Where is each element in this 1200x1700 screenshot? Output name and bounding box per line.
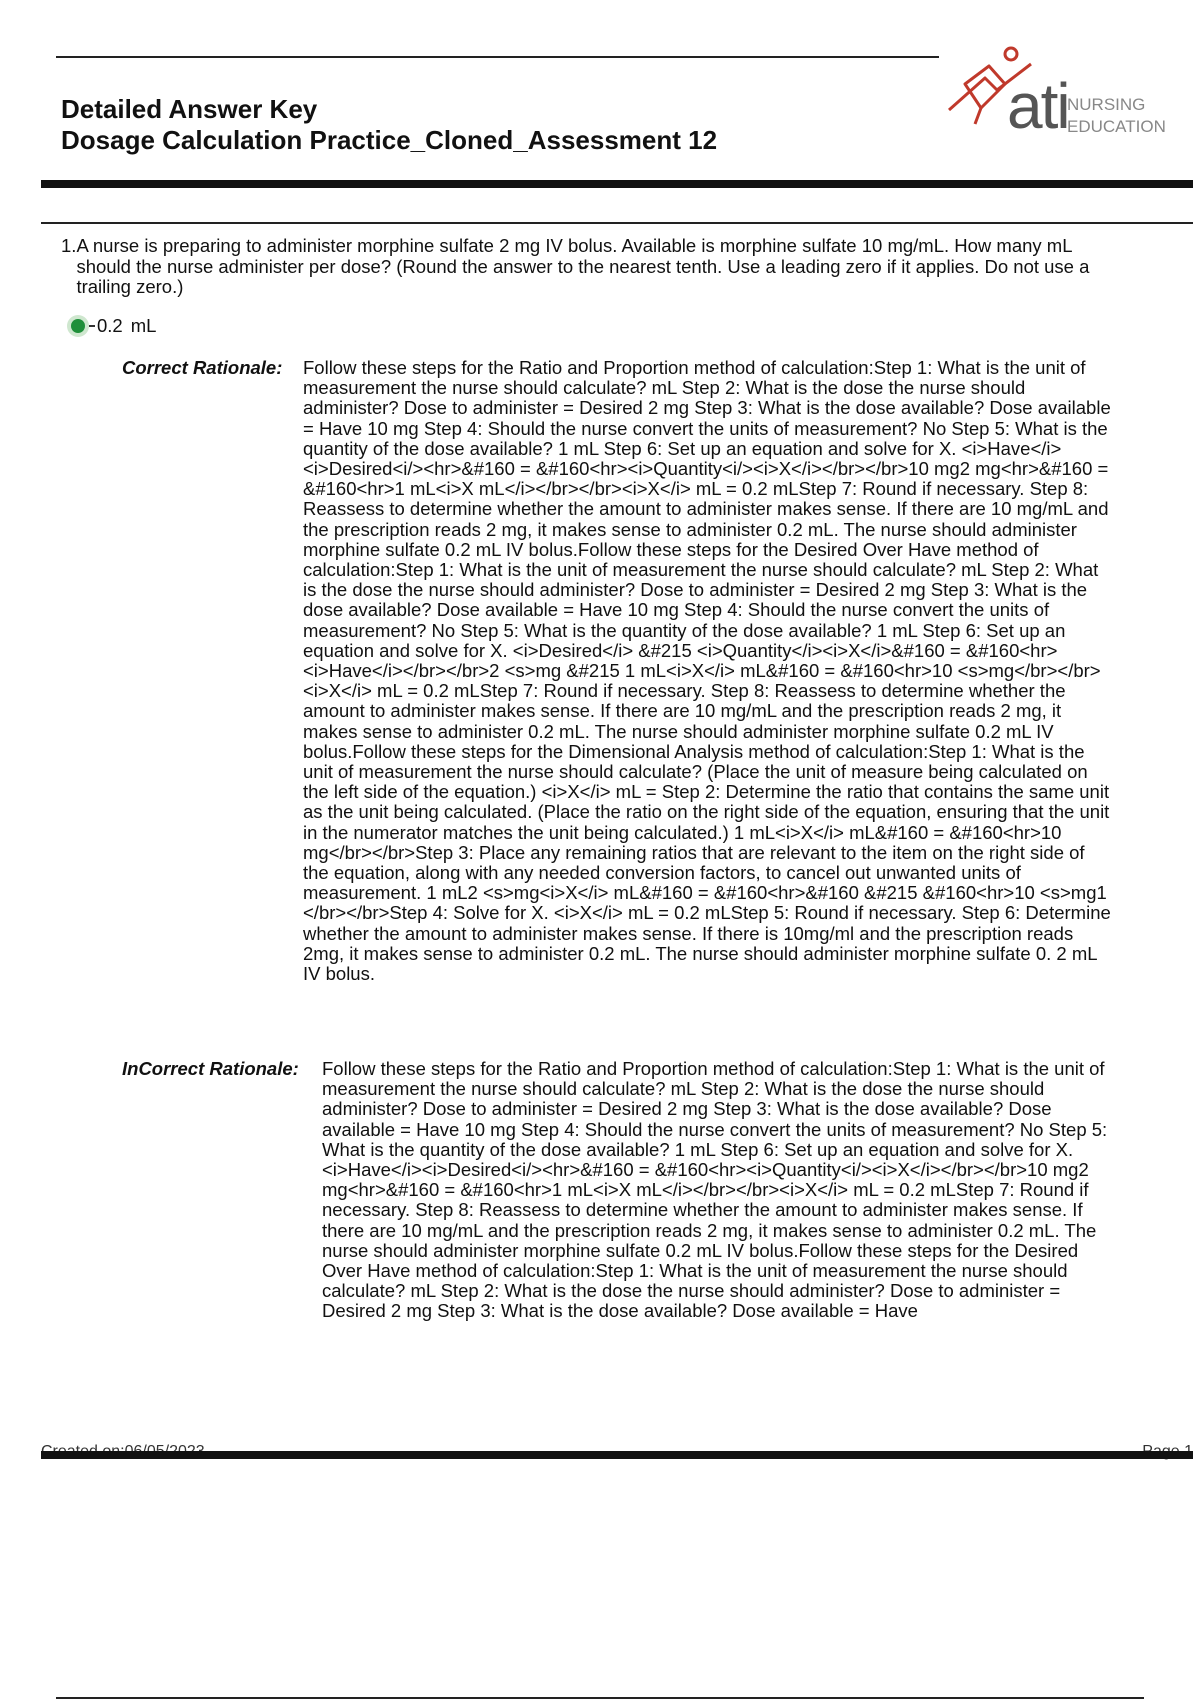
answer-connector: [89, 325, 95, 327]
title-line-2: Dosage Calculation Practice_Cloned_Assessment 12: [61, 125, 718, 155]
radio-dot-icon: [71, 319, 85, 333]
logo-wordmark: ati: [1007, 70, 1069, 142]
footer-text-clip: [41, 1443, 1193, 1451]
logo-tagline-line-1: NURSING: [1067, 95, 1146, 114]
logo-tagline: [1067, 94, 1166, 138]
logo-tagline-line-2: EDUCATION: [1067, 117, 1166, 136]
top-rule: [56, 56, 939, 58]
correct-rationale-label: Correct Rationale:: [122, 357, 283, 378]
footer-bar: [41, 1451, 1193, 1459]
section-rule: [41, 222, 1193, 224]
incorrect-rationale-label: InCorrect Rationale:: [122, 1058, 299, 1079]
bottom-rule: [56, 1697, 1144, 1699]
incorrect-rationale-text: Follow these steps for the Ratio and Proportion method of calculation:Step 1: What is the unit of measurement the nurse should calculate? mL Step 2: What is the dose the nurse should administer? Dose to administer = Desired 2 mg Step 3: What is the dose available? Dose available = Have 10 mg Step 4: Should the nurse convert the units of measurement? No Step 5: What is the quantity of the dose available? 1 mL Step 6: Set up an equation and solve for X. <i>Have</i><i>Desired<i/><hr>&#160 = &#160<hr><i>Quantity<i/><i>X</i></br></br>10 mg2 mg<hr>&#160 = &#160<hr>1 mL<i>X mL</i></br></br><i>X</i> mL = 0.2 mLStep 7: Round if necessary. Step 8: Reassess to determine whether the amount to administer makes sense. If there are 10 mg/mL and the prescription reads 2 mg, it makes sense to administer 0.2 mL. The nurse should administer morphine sulfate 0.2 mL IV bolus.Follow these steps for the Desired Over Have method of calculation:Step 1: What is the unit of measurement the nurse should calculate? mL Step 2: What is the dose the nurse should administer? Dose to administer = Desired 2 mg Step 3: What is the dose available? Dose available = Have: [322, 1058, 1108, 1322]
ati-logo: [945, 44, 1165, 154]
answer-value: 0.2: [97, 315, 123, 336]
answer-unit: mL: [130, 315, 157, 336]
question-text: A nurse is preparing to administer morphine sulfate 2 mg IV bolus. Available is morphine sulfate 10 mg/mL. How many mL should the nurse administer per dose? (Round the answer to the nearest tenth. Use a leading zero if it applies. Do not use a trailing zero.): [76, 235, 1090, 297]
header-bar: [41, 180, 1193, 188]
question-number: 1.: [61, 235, 77, 256]
title-line-1: Detailed Answer Key: [61, 94, 318, 124]
document-title: [61, 94, 717, 156]
correct-rationale-text: Follow these steps for the Ratio and Proportion method of calculation:Step 1: What is the unit of measurement the nurse should calculate? mL Step 2: What is the dose the nurse should administer? Dose to administer = Desired 2 mg Step 3: What is the dose available? Dose available = Have 10 mg Step 4: Should the nurse convert the units of measurement? No Step 5: What is the quantity of the dose available? 1 mL Step 6: Set up an equation and solve for X. <i>Have</i><i>Desired<i/><hr>&#160 = &#160<hr><i>Quantity<i/><i>X</i></br></br>10 mg2 mg<hr>&#160 = &#160<hr>1 mL<i>X mL</i></br></br><i>X</i> mL = 0.2 mLStep 7: Round if necessary. Step 8: Reassess to determine whether the amount to administer makes sense. If there are 10 mg/mL and the prescription reads 2 mg, it makes sense to administer 0.2 mL. The nurse should administer morphine sulfate 0.2 mL IV bolus.Follow these steps for the Desired Over Have method of calculation:Step 1: What is the unit of measurement the nurse should calculate? mL Step 2: What is the dose the nurse should administer? Dose to administer = Desired 2 mg Step 3: What is the dose available? Dose available = Have 10 mg Step 4: Should the nurse convert the units of measurement? No Step 5: What is the quantity of the dose available? 1 mL Step 6: Set up an equation and solve for X. <i>Desired</i> &#215 <i>Quantity</i><i>X</i>&#160 = &#160<hr><i>Have</i></br></br>2 <s>mg &#215 1 mL<i>X</i> mL&#160 = &#160<hr>10 <s>mg</br></br><i>X</i> mL = 0.2 mLStep 7: Round if necessary. Step 8: Reassess to determine whether the amount to administer makes sense. If there are 10 mg/mL and the prescription reads 2 mg, it makes sense to administer 0.2 mL. The nurse should administer morphine sulfate 0.2 mL IV bolus.Follow these steps for the Dimensional Analysis method of calculation:Step 1: What is the unit of measurement the nurse should calculate? (Place the unit of measure being calculated on the left side of the equation.) <i>X</i> mL = Step 2: Determine the ratio that contains the same unit as the unit being calculated. (Place the ratio on the right side of the equation, ensuring that the unit in the numerator matches the unit being calculated.) 1 mL<i>X</i> mL&#160 = &#160<hr>10 mg</br></br>Step 3: Place any remaining ratios that are relevant to the item on the right side of the equation, along with any needed conversion factors, to cancel out unwanted units of measurement. 1 mL2 <s>mg<i>X</i> mL&#160 = &#160<hr>&#160 &#215 &#160<hr>10 <s>mg1 </br></br>Step 4: Solve for X. <i>X</i> mL = 0.2 mLStep 5: Round if necessary. Step 6: Determine whether the amount to administer makes sense. If there is 10mg/ml and the prescription reads 2mg, it makes sense to administer 0.2 mL. The nurse should administer morphine sulfate 0. 2 mL IV bolus.: [303, 357, 1111, 985]
question-block: [61, 236, 1091, 298]
selected-answer-radio: [67, 315, 89, 337]
answer-row: [67, 313, 156, 339]
